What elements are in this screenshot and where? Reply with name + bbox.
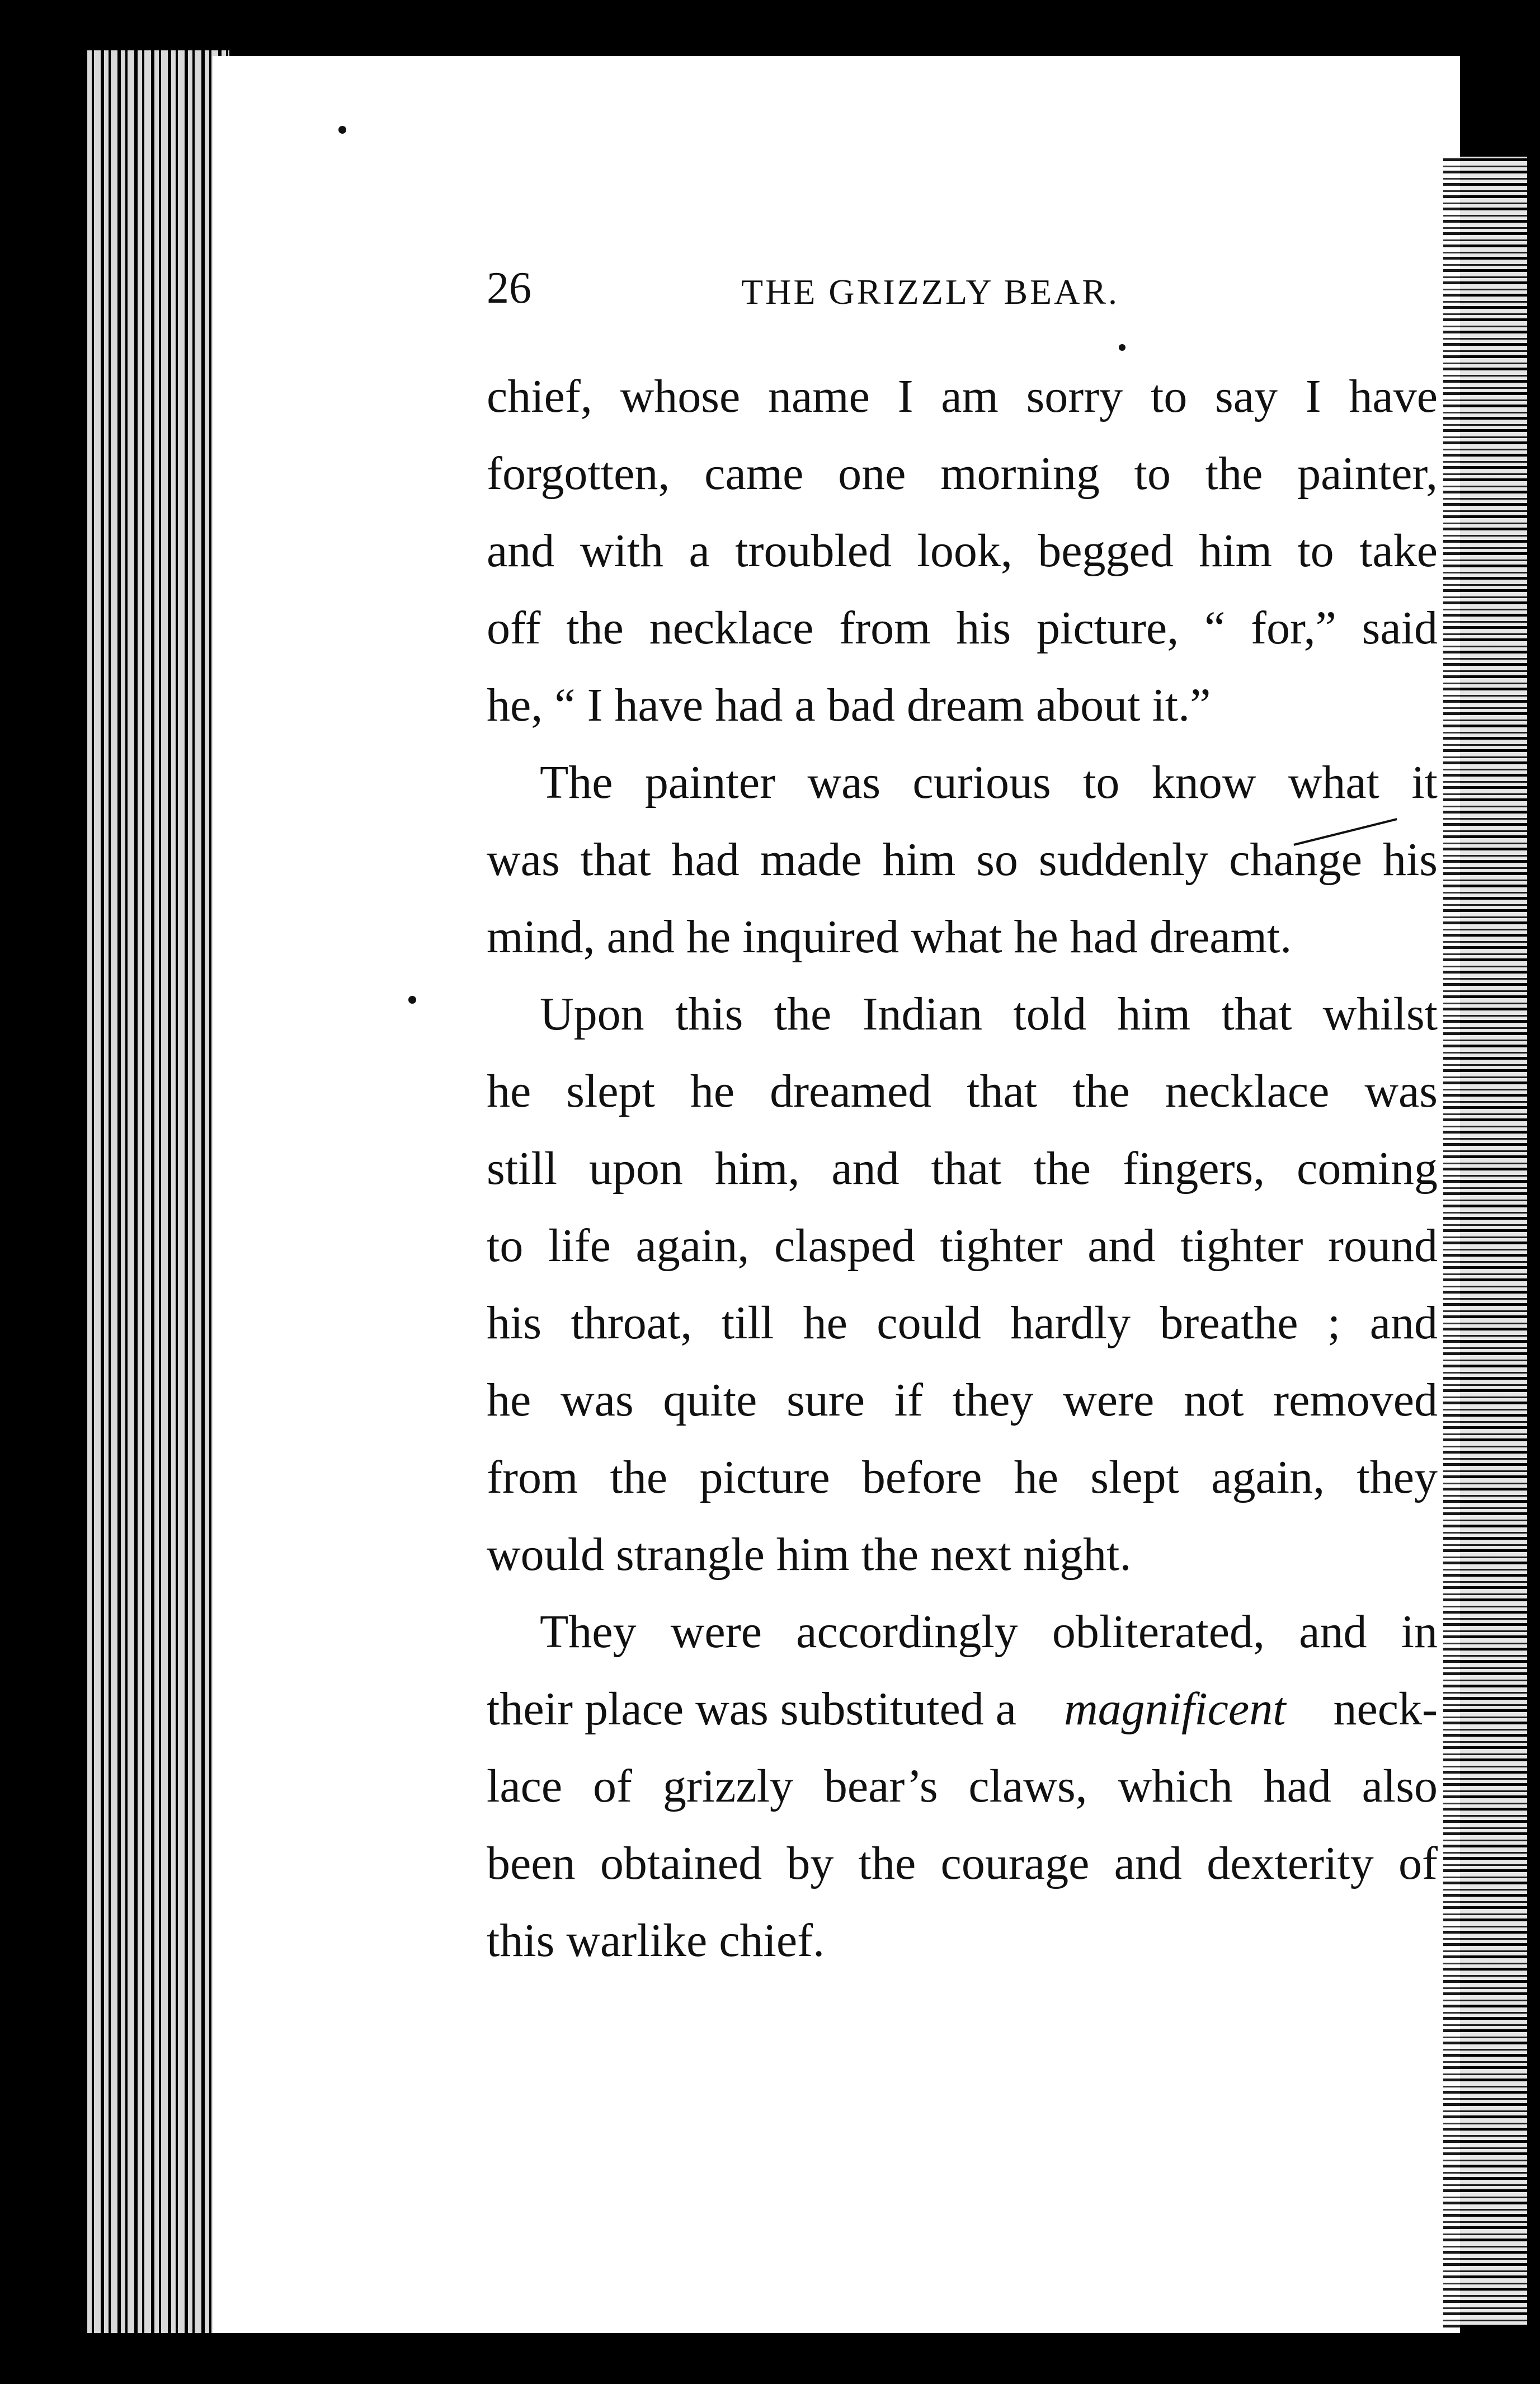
text-line: he, “ I have had a bad dream about it.” bbox=[487, 679, 1211, 731]
text-line-italic bbox=[487, 1671, 1438, 1748]
page-header bbox=[487, 260, 1186, 322]
italic-word: magnificent bbox=[1063, 1683, 1286, 1735]
page-fore-edge bbox=[1443, 157, 1527, 2327]
text-line: off the necklace from his picture, “ for,” said bbox=[487, 602, 1438, 654]
text-line: his throat, till he could hardly breathe ; and bbox=[487, 1297, 1438, 1349]
text-line: to life again, clasped tighter and tighter round bbox=[487, 1220, 1438, 1272]
text-line: chief, whose name I am sorry to say I have bbox=[487, 370, 1438, 422]
text-line: forgotten, came one morning to the painter, bbox=[487, 448, 1438, 500]
text-line: They were accordingly obliterated, and in bbox=[540, 1606, 1438, 1658]
text-line: would strangle him the next night. bbox=[487, 1529, 1132, 1581]
text-line: still upon him, and that the fingers, coming bbox=[487, 1142, 1438, 1195]
text-line: been obtained by the courage and dexterity of bbox=[487, 1837, 1438, 1889]
text-line: he slept he dreamed that the necklace was bbox=[487, 1065, 1438, 1117]
text-line: and with a troubled look, begged him to take bbox=[487, 525, 1438, 577]
text-segment: neck- bbox=[1333, 1683, 1438, 1735]
text-line: The painter was curious to know what it bbox=[540, 756, 1438, 808]
page-number: 26 bbox=[487, 264, 531, 313]
running-title: THE GRIZZLY BEAR. bbox=[741, 272, 1120, 312]
text-segment: their place was substituted a bbox=[487, 1683, 1017, 1735]
book-spine-edge bbox=[84, 50, 229, 2333]
text-line: from the picture before he slept again, they bbox=[487, 1451, 1438, 1503]
text-line: lace of grizzly bear’s claws, which had also bbox=[487, 1760, 1438, 1812]
text-line: was that had made him so suddenly change his bbox=[487, 834, 1438, 886]
text-line: Upon this the Indian told him that whilst bbox=[540, 988, 1438, 1040]
scan-speck bbox=[408, 996, 416, 1004]
text-line: mind, and he inquired what he had dreamt. bbox=[487, 911, 1292, 963]
scan-speck bbox=[338, 126, 346, 134]
text-line: he was quite sure if they were not removed bbox=[487, 1374, 1438, 1426]
scan-speck bbox=[1119, 344, 1125, 351]
text-line: this warlike chief. bbox=[487, 1915, 825, 1967]
